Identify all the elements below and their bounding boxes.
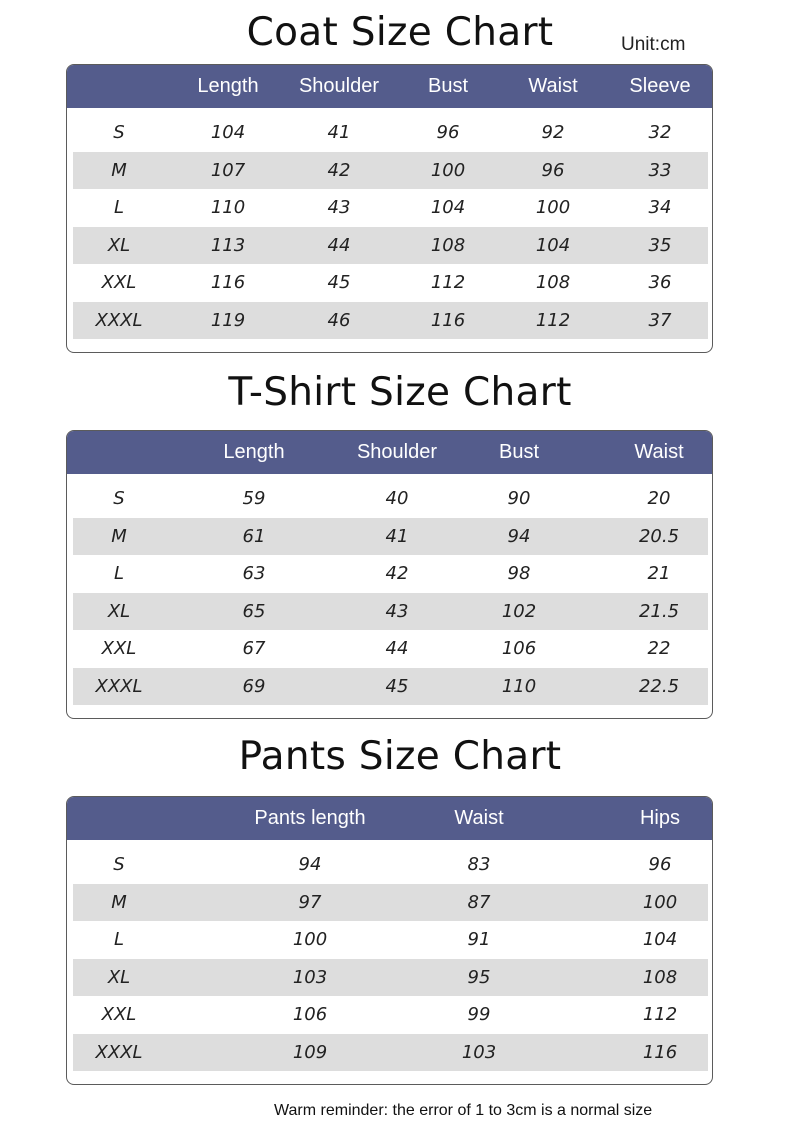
coat-table-body <box>67 114 712 339</box>
measurement-cell: 98 <box>507 563 531 584</box>
size-cell: XL <box>107 966 131 988</box>
pants-size-table <box>66 796 713 1085</box>
measurement-cell: 116 <box>430 309 466 331</box>
measurement-cell: 97 <box>298 891 322 913</box>
size-cell: L <box>113 929 125 950</box>
measurement-cell: 20.5 <box>638 525 680 547</box>
warm-reminder-note: Warm reminder: the error of 1 to 3cm is a normal size <box>274 1102 653 1119</box>
measurement-cell: 100 <box>642 891 678 913</box>
measurement-cell: 116 <box>642 1041 678 1063</box>
measurement-cell: 45 <box>327 272 351 293</box>
measurement-cell: 96 <box>436 122 460 143</box>
measurement-cell: 92 <box>541 122 565 143</box>
size-cell: L <box>113 197 125 218</box>
column-header: Bust <box>427 75 469 97</box>
column-header: Length <box>197 75 259 97</box>
size-cell: S <box>113 488 125 509</box>
measurement-cell: 103 <box>461 1041 497 1063</box>
measurement-cell: 103 <box>292 966 328 988</box>
measurement-cell: 83 <box>467 854 491 875</box>
measurement-cell: 106 <box>501 638 537 659</box>
measurement-cell: 119 <box>210 309 246 331</box>
coat-chart-title: Coat Size Chart <box>246 10 554 55</box>
table-row <box>73 630 708 668</box>
column-header: Hips <box>639 807 681 829</box>
size-cell: XXL <box>101 638 137 659</box>
size-cell: XL <box>107 234 131 256</box>
measurement-cell: 37 <box>648 309 672 331</box>
measurement-cell: 20 <box>647 488 671 509</box>
measurement-cell: 59 <box>242 488 266 509</box>
size-cell: S <box>113 854 125 875</box>
measurement-cell: 104 <box>642 929 678 950</box>
measurement-cell: 94 <box>298 854 322 875</box>
table-row <box>73 302 708 340</box>
measurement-cell: 100 <box>430 159 466 181</box>
measurement-cell: 96 <box>648 854 672 875</box>
measurement-cell: 43 <box>327 197 351 218</box>
column-header: Pants length <box>254 807 366 829</box>
table-row <box>73 593 708 631</box>
measurement-cell: 94 <box>507 525 531 547</box>
table-row <box>73 555 708 593</box>
table-row <box>73 996 708 1034</box>
measurement-cell: 87 <box>467 891 491 913</box>
table-row <box>73 152 708 190</box>
coat-size-table <box>66 64 713 353</box>
measurement-cell: 112 <box>535 309 571 331</box>
measurement-cell: 21 <box>647 563 671 584</box>
measurement-cell: 112 <box>430 272 466 293</box>
measurement-cell: 33 <box>648 159 672 181</box>
table-row <box>73 1034 708 1072</box>
measurement-cell: 116 <box>210 272 246 293</box>
table-row <box>73 884 708 922</box>
measurement-cell: 21.5 <box>638 600 680 622</box>
measurement-cell: 90 <box>507 488 531 509</box>
column-header: Bust <box>498 441 540 463</box>
column-header: Shoulder <box>298 75 380 97</box>
measurement-cell: 41 <box>385 525 409 547</box>
measurement-cell: 113 <box>210 234 246 256</box>
measurement-cell: 67 <box>242 638 266 659</box>
measurement-cell: 107 <box>210 159 246 181</box>
measurement-cell: 104 <box>210 122 246 143</box>
size-cell: XL <box>107 600 131 622</box>
table-row <box>73 227 708 265</box>
pants-chart-title: Pants Size Chart <box>238 734 562 779</box>
measurement-cell: 91 <box>467 929 491 950</box>
size-cell: M <box>111 525 127 547</box>
measurement-cell: 35 <box>648 234 672 256</box>
table-row <box>73 189 708 227</box>
tshirt-table-header <box>67 431 712 474</box>
size-cell: M <box>111 159 127 181</box>
measurement-cell: 22 <box>647 638 671 659</box>
measurement-cell: 99 <box>467 1004 491 1025</box>
table-row <box>73 480 708 518</box>
size-cell: XXXL <box>95 309 143 331</box>
measurement-cell: 42 <box>385 563 409 584</box>
measurement-cell: 108 <box>535 272 571 293</box>
measurement-cell: 69 <box>242 675 266 697</box>
measurement-cell: 44 <box>327 234 351 256</box>
measurement-cell: 36 <box>648 272 672 293</box>
measurement-cell: 95 <box>467 966 491 988</box>
measurement-cell: 96 <box>541 159 565 181</box>
column-header: Length <box>223 441 285 463</box>
measurement-cell: 110 <box>210 197 246 218</box>
measurement-cell: 109 <box>292 1041 328 1063</box>
column-header: Sleeve <box>629 75 691 97</box>
measurement-cell: 65 <box>242 600 266 622</box>
table-row <box>73 959 708 997</box>
table-row <box>73 668 708 706</box>
table-row <box>73 921 708 959</box>
measurement-cell: 100 <box>292 929 328 950</box>
measurement-cell: 32 <box>648 122 672 143</box>
measurement-cell: 108 <box>430 234 466 256</box>
column-header: Waist <box>454 807 504 829</box>
measurement-cell: 22.5 <box>638 675 680 697</box>
measurement-cell: 44 <box>385 638 409 659</box>
table-row <box>73 264 708 302</box>
measurement-cell: 43 <box>385 600 409 622</box>
measurement-cell: 46 <box>327 309 351 331</box>
size-cell: XXXL <box>95 1041 143 1063</box>
measurement-cell: 110 <box>501 675 537 697</box>
measurement-cell: 34 <box>648 197 672 218</box>
table-row <box>73 846 708 884</box>
coat-table-header <box>67 65 712 108</box>
measurement-cell: 100 <box>535 197 571 218</box>
size-cell: L <box>113 563 125 584</box>
measurement-cell: 63 <box>242 563 266 584</box>
measurement-cell: 40 <box>385 488 409 509</box>
size-cell: XXXL <box>95 675 143 697</box>
measurement-cell: 106 <box>292 1004 328 1025</box>
column-header: Waist <box>528 75 578 97</box>
size-cell: XXL <box>101 1004 137 1025</box>
size-cell: M <box>111 891 127 913</box>
measurement-cell: 104 <box>535 234 571 256</box>
size-cell: S <box>113 122 125 143</box>
measurement-cell: 108 <box>642 966 678 988</box>
measurement-cell: 112 <box>642 1004 678 1025</box>
measurement-cell: 42 <box>327 159 351 181</box>
size-cell: XXL <box>101 272 137 293</box>
measurement-cell: 104 <box>430 197 466 218</box>
pants-table-body <box>67 846 712 1071</box>
tshirt-table-body <box>67 480 712 705</box>
column-header: Waist <box>634 441 684 463</box>
pants-table-header <box>67 797 712 840</box>
tshirt-size-table <box>66 430 713 719</box>
measurement-cell: 41 <box>327 122 351 143</box>
measurement-cell: 102 <box>501 600 537 622</box>
unit-label: Unit:cm <box>621 34 686 55</box>
measurement-cell: 61 <box>242 525 266 547</box>
column-header: Shoulder <box>356 441 438 463</box>
table-row <box>73 518 708 556</box>
tshirt-chart-title: T-Shirt Size Chart <box>228 370 572 415</box>
table-row <box>73 114 708 152</box>
measurement-cell: 45 <box>385 675 409 697</box>
